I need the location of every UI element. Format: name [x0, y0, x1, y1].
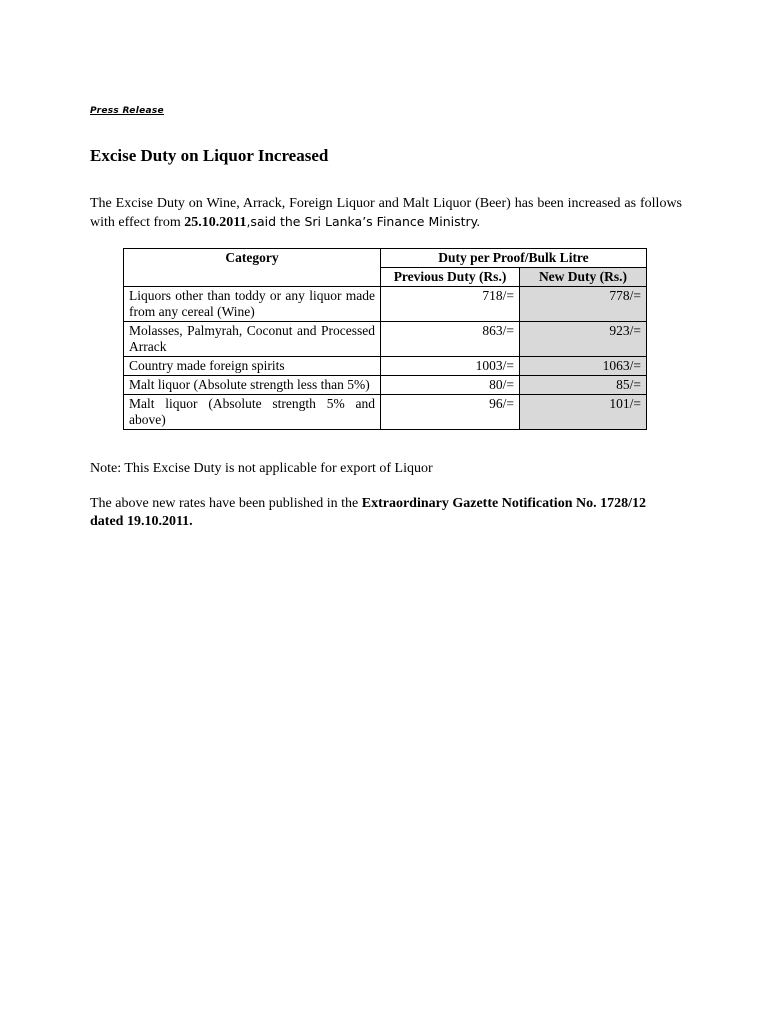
new-duty-cell: 101/= — [520, 395, 647, 430]
table-row — [124, 357, 647, 376]
gazette-reference: Extraordinary Gazette Notification No. 1728/12 dated 19.10.2011. — [90, 496, 646, 529]
previous-duty-cell: 80/= — [381, 376, 520, 395]
category-cell: Malt liquor (Absolute strength less than 5%) — [124, 376, 381, 395]
category-cell: Liquors other than toddy or any liquor made from any cereal (Wine) — [124, 287, 381, 322]
new-duty-cell: 85/= — [520, 376, 647, 395]
publication-paragraph — [90, 495, 682, 531]
table-header-row — [124, 249, 647, 268]
table-row — [124, 376, 647, 395]
page-title: Excise Duty on Liquor Increased — [90, 146, 329, 165]
table-row — [124, 322, 647, 357]
intro-source: ,said the Sri Lanka’s Finance Ministry. — [246, 214, 481, 229]
new-duty-cell: 778/= — [520, 287, 647, 322]
header-duty-group: Duty per Proof/Bulk Litre — [381, 249, 647, 268]
press-release-label: Press Release — [90, 106, 164, 116]
category-cell: Malt liquor (Absolute strength 5% and above) — [124, 395, 381, 430]
table-row — [124, 395, 647, 430]
header-new-duty: New Duty (Rs.) — [520, 268, 647, 287]
publication-text: The above new rates have been published in the — [90, 496, 362, 511]
previous-duty-cell: 718/= — [381, 287, 520, 322]
previous-duty-cell: 96/= — [381, 395, 520, 430]
previous-duty-cell: 1003/= — [381, 357, 520, 376]
intro-paragraph — [90, 195, 682, 232]
new-duty-cell: 1063/= — [520, 357, 647, 376]
header-previous-duty: Previous Duty (Rs.) — [381, 268, 520, 287]
new-duty-cell: 923/= — [520, 322, 647, 357]
category-cell: Molasses, Palmyrah, Coconut and Processed Arrack — [124, 322, 381, 357]
category-cell: Country made foreign spirits — [124, 357, 381, 376]
previous-duty-cell: 863/= — [381, 322, 520, 357]
intro-text: The Excise Duty on Wine, Arrack, Foreign Liquor and Malt Liquor (Beer) has been increased as follows with effect from — [90, 196, 682, 230]
effective-date: 25.10.2011 — [184, 215, 247, 230]
note-text: Note: This Excise Duty is not applicable for export of Liquor — [90, 461, 433, 476]
header-category: Category — [124, 249, 381, 287]
duty-table — [123, 248, 647, 430]
table-row — [124, 287, 647, 322]
